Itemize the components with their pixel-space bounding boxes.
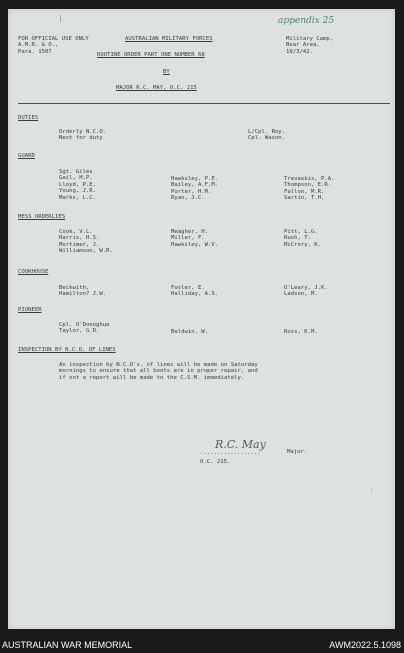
guard-member: Sgt. Giles xyxy=(59,169,93,175)
inspection-line: mornings to ensure that all boots are in proper repair, and xyxy=(59,368,258,375)
guard-member: Porter, H.M. xyxy=(171,188,212,195)
footer-catalog-id: AWM2022.5.1098 xyxy=(329,640,401,650)
cookhouse-member: Beckwith, xyxy=(59,285,90,291)
pioneer-member: Ross, K.M. xyxy=(284,329,318,335)
duties-heading: DUTIES xyxy=(18,115,39,121)
cookhouse-heading: COOKHOUSE xyxy=(18,269,49,275)
mess-member: McCrory, K. xyxy=(284,241,322,248)
guard-col2 xyxy=(171,176,218,202)
mess-member: Meagher, H. xyxy=(171,229,209,235)
guard-member: Fallon, M.R. xyxy=(284,188,325,195)
guard-col1 xyxy=(59,169,96,201)
duty-label: Orderly N.C.O. xyxy=(59,129,107,135)
mess-member: Mortimer, J. xyxy=(59,241,100,248)
location: Military Camp, xyxy=(286,36,334,42)
mess-col3 xyxy=(284,229,321,248)
inspection-line: An inspection by N.C.O's. of lines will be made on Saturday xyxy=(59,362,258,368)
organization: AUSTRALIAN MILITARY FORCES xyxy=(125,36,213,42)
duties-names xyxy=(248,129,285,142)
guard-member: Sartin, T.H. xyxy=(284,195,325,202)
header-right-block xyxy=(286,36,333,55)
cookhouse-col1 xyxy=(59,285,106,298)
document-page xyxy=(8,9,395,629)
signature-title: O.C. 215. xyxy=(200,459,231,465)
reference: A.M.R. & O., xyxy=(18,42,59,49)
tick-mark: ᛁ xyxy=(58,14,63,23)
paragraph: Para. 1507 xyxy=(18,48,52,55)
signature-rank: Major. xyxy=(287,449,308,455)
mess-member: Pitt, L.G. xyxy=(284,229,318,235)
order-title: ROUTINE ORDER PART ONE NUMBER 68 xyxy=(97,52,205,58)
pioneer-member: Cpl. O'Donoghue xyxy=(59,322,110,328)
duty-name: Cpl. Wason. xyxy=(248,135,286,142)
pioneer-heading: PIONEER xyxy=(18,307,42,313)
header-left-block xyxy=(18,36,89,55)
edge-mark: | xyxy=(370,488,374,494)
mess-col1 xyxy=(59,229,113,255)
mess-member: Williamson, W.R. xyxy=(59,248,113,255)
handwritten-signature: R.C. May xyxy=(215,438,266,451)
classification: FOR OFFICIAL USE ONLY xyxy=(18,36,89,42)
cookhouse-member: Halliday, A.S. xyxy=(171,291,219,298)
area: Bear Area, xyxy=(286,42,320,49)
pioneer-col2 xyxy=(171,329,208,335)
duty-name: L/Cpl. Roy. xyxy=(248,129,286,135)
date: 10/3/42. xyxy=(286,48,313,55)
mess-col2 xyxy=(171,229,218,248)
mess-member: Harris, H.S. xyxy=(59,235,100,242)
guard-heading: GUARD xyxy=(18,153,35,159)
inspection-line: if not a report will be made to the C.S.M. immediately. xyxy=(59,374,245,381)
guard-member: Hawksley, P.E. xyxy=(171,176,219,182)
mess-member: Hawksley, W.V. xyxy=(171,241,219,248)
handwritten-annotation: appendix 25 xyxy=(278,16,335,26)
inspection-heading: INSPECTION BY N.C.O. OF LINES xyxy=(18,347,116,353)
guard-member: Marks, L.C. xyxy=(59,194,97,201)
by-line: BY xyxy=(163,69,170,75)
guard-member: Bailey, A.F.M. xyxy=(171,182,219,189)
pioneer-col1 xyxy=(59,322,110,335)
guard-member: Lloyd, P.E. xyxy=(59,181,97,188)
guard-col3 xyxy=(284,176,335,202)
footer-archive-name: AUSTRALIAN WAR MEMORIAL xyxy=(2,640,133,650)
pioneer-member: Taylor, G.D. xyxy=(59,328,100,335)
header-rule xyxy=(18,103,390,104)
duty-label: Next for duty xyxy=(59,135,103,142)
cookhouse-member: Ladson, M. xyxy=(284,291,318,298)
guard-member: Thompson, E.R. xyxy=(284,182,332,189)
guard-member: Ryan, J.C. xyxy=(171,195,205,202)
signature-line: .................. xyxy=(200,450,261,456)
guard-member: Young, J.R. xyxy=(59,188,97,195)
guard-member: Trevaskis, P.A. xyxy=(284,176,335,182)
pioneer-member: Baldwin, W. xyxy=(171,329,209,335)
mess-member: Rush, T. xyxy=(284,235,311,242)
commander: MAJOR R.C. MAY, O.C. 215 xyxy=(116,85,197,91)
mess-heading: MESS ORDERLIES xyxy=(18,214,66,220)
mess-member: Miller, F. xyxy=(171,235,205,242)
mess-member: Cook, V.L. xyxy=(59,229,93,235)
guard-member: Gail, H.P. xyxy=(59,175,93,182)
pioneer-col3 xyxy=(284,329,318,335)
cookhouse-col2 xyxy=(171,285,218,298)
cookhouse-member: O'Leary, J.K. xyxy=(284,285,328,291)
cookhouse-col3 xyxy=(284,285,328,298)
cookhouse-member: Hamilton? J.W. xyxy=(59,291,107,298)
inspection-body xyxy=(59,362,258,381)
cookhouse-member: Fosler, E. xyxy=(171,285,205,291)
duties-labels xyxy=(59,129,106,142)
